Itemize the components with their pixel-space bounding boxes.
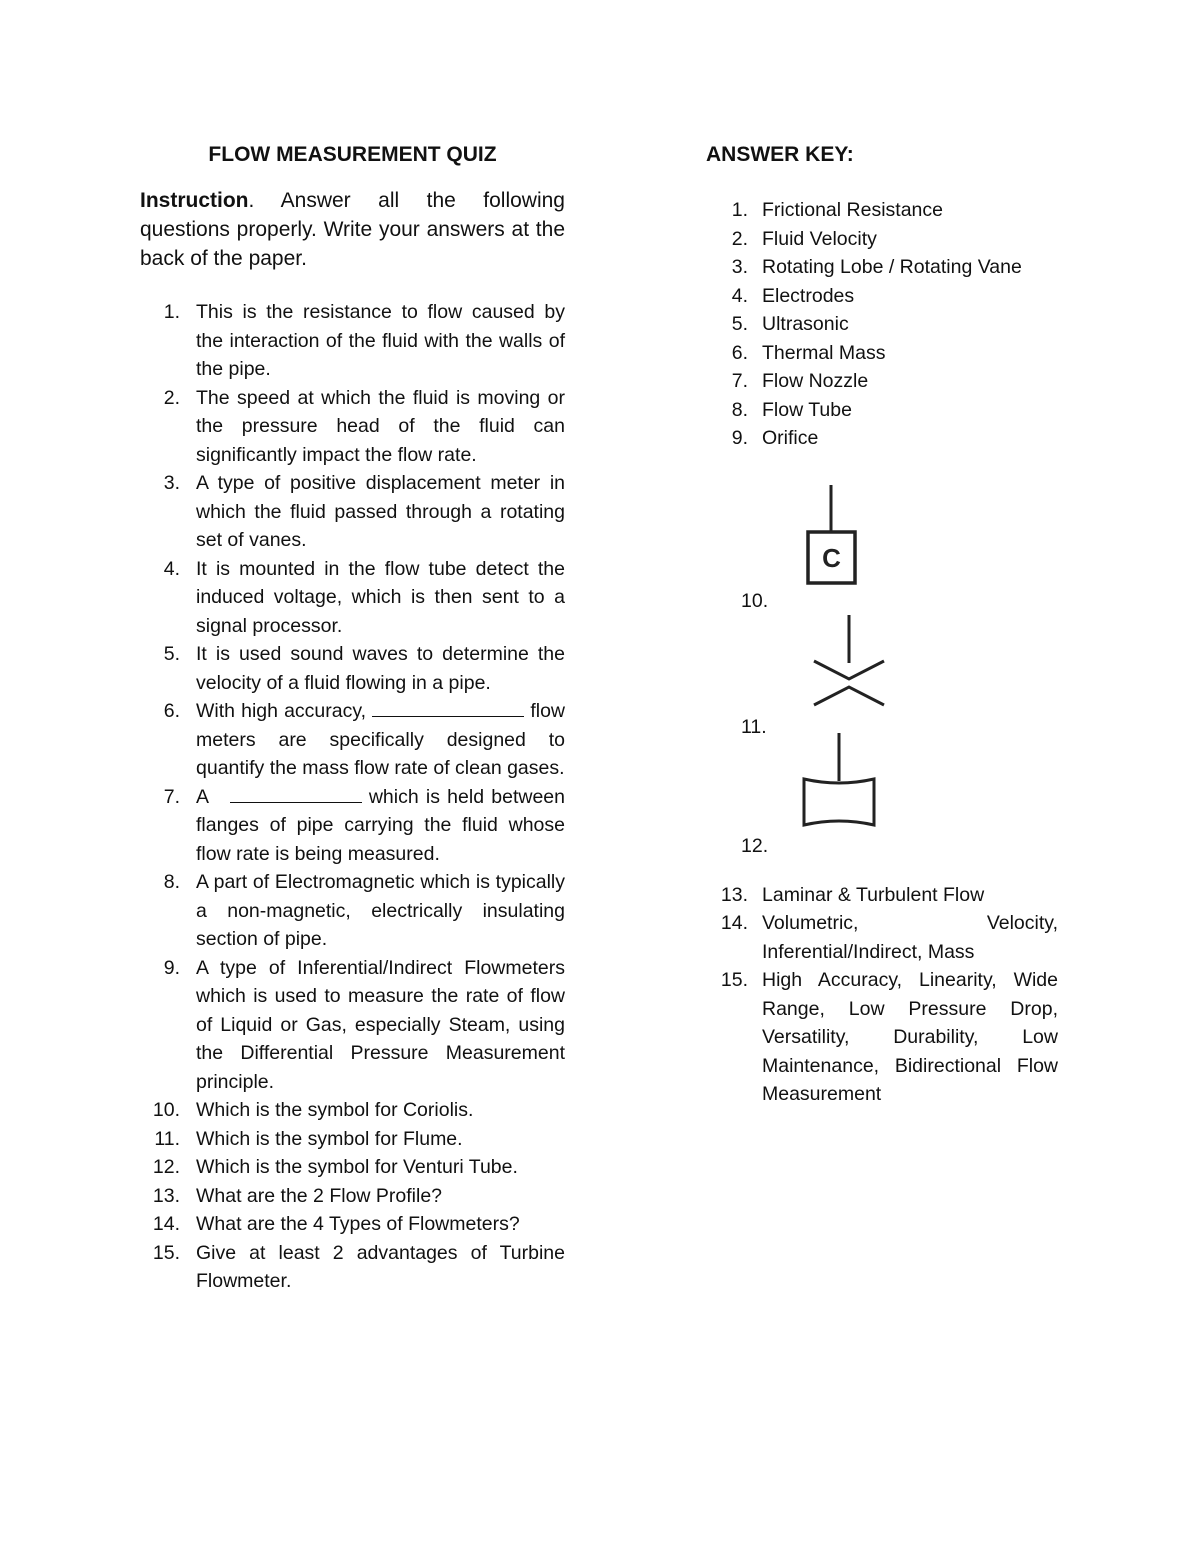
- answer-text: Flow Nozzle: [762, 370, 869, 392]
- answer-text: Electrodes: [762, 284, 855, 307]
- question-number: 10.: [152, 1099, 180, 1121]
- answer-key-title: ANSWER KEY:: [706, 143, 854, 166]
- question-number: 11.: [154, 1127, 180, 1150]
- question-text: What are the 4 Types of Flowmeters?: [196, 1213, 520, 1235]
- answer-item: [692, 966, 1058, 1109]
- question-item: [140, 697, 565, 783]
- answer-number: 13.: [720, 883, 748, 906]
- answer-number: 7.: [731, 370, 748, 392]
- answer-text: Laminar & Turbulent Flow: [762, 883, 985, 906]
- answer-text: Ultrasonic: [762, 313, 849, 335]
- question-number: 9.: [163, 956, 180, 979]
- question-number: 12.: [152, 1156, 180, 1178]
- answer-blank: [372, 698, 524, 717]
- question-text: [196, 697, 565, 783]
- answer-key-column: [706, 141, 1058, 1109]
- answer-item: [692, 909, 1058, 966]
- answer-number: 15.: [720, 969, 748, 991]
- answer-item: [692, 424, 1058, 453]
- quiz-column: [140, 141, 565, 1296]
- question-number: 8.: [163, 871, 180, 893]
- answer-item: [692, 396, 1058, 425]
- question-number: 4.: [163, 557, 180, 580]
- answer-text: Flow Tube: [762, 398, 852, 421]
- instruction-lead: Instruction: [140, 189, 249, 212]
- question-number: 14.: [152, 1213, 180, 1235]
- answer-item: [692, 225, 1058, 254]
- answer-item: [692, 196, 1058, 225]
- question-text-before: A: [196, 785, 208, 808]
- question-number: 15.: [152, 1241, 180, 1264]
- answer-text: Volumetric, Velocity, Inferential/Indirect, Mass: [762, 912, 1058, 963]
- answer-item: [692, 282, 1058, 311]
- question-item: [140, 1239, 565, 1296]
- answer-text: Thermal Mass: [762, 341, 886, 364]
- question-number: 13.: [152, 1184, 180, 1207]
- question-item: [140, 1210, 565, 1239]
- question-text: The speed at which the fluid is moving or the pressure head of the fluid can significantly impact the flow rate.: [196, 386, 565, 466]
- question-number: 6.: [163, 700, 180, 722]
- question-item: [140, 1125, 565, 1154]
- question-item: [140, 783, 565, 869]
- question-text: What are the 2 Flow Profile?: [196, 1184, 443, 1207]
- answer-number: 11.: [741, 715, 767, 738]
- answer-number: 8.: [731, 398, 748, 421]
- question-item: [140, 298, 565, 384]
- answer-number: 4.: [731, 284, 748, 307]
- answer-number: 12.: [741, 834, 769, 857]
- answer-number: 5.: [731, 313, 748, 335]
- question-item: [140, 469, 565, 555]
- question-item: [140, 555, 565, 641]
- answer-item: [692, 310, 1058, 339]
- question-number: 3.: [163, 472, 180, 494]
- answer-blank: [230, 784, 362, 803]
- answer-list: [692, 196, 1058, 453]
- question-item: [140, 1153, 565, 1182]
- question-text: A part of Electromagnetic which is typically a non-magnetic, electrically insulating section of pipe.: [196, 871, 565, 950]
- question-text: Which is the symbol for Coriolis.: [196, 1099, 474, 1121]
- question-item: [140, 1182, 565, 1211]
- answer-text: Rotating Lobe / Rotating Vane: [762, 256, 1022, 278]
- question-text: A type of positive displacement meter in which the fluid passed through a rotating set of vanes.: [196, 472, 565, 551]
- answer-list-tail: [692, 881, 1058, 1109]
- question-number: 7.: [163, 785, 180, 808]
- answer-text: Orifice: [762, 427, 819, 449]
- answer-number: 2.: [731, 227, 748, 250]
- answer-text: Frictional Resistance: [762, 199, 943, 221]
- question-text-after: flow meters are specifically designed to quantify the mass flow rate of clean gases.: [196, 700, 565, 779]
- flume-symbol: [804, 613, 894, 713]
- answer-number: 9.: [731, 427, 748, 449]
- instruction-text: . Answer all the following questions properly. Write your answers at the back of the paper.: [140, 189, 565, 270]
- question-number: 1.: [163, 301, 180, 323]
- question-number: 2.: [163, 386, 180, 409]
- question-text: [196, 783, 565, 869]
- question-list: [140, 298, 565, 1296]
- answer-item: [692, 881, 1058, 910]
- question-text: Give at least 2 advantages of Turbine Flowmeter.: [196, 1241, 565, 1292]
- answer-text: Fluid Velocity: [762, 227, 877, 250]
- answer-number: 14.: [720, 912, 748, 934]
- question-item: [140, 640, 565, 697]
- answer-number: 3.: [731, 256, 748, 278]
- answer-number: 6.: [731, 341, 748, 364]
- question-item: [140, 868, 565, 954]
- venturi-tube-symbol: [798, 731, 878, 831]
- question-text: Which is the symbol for Venturi Tube.: [196, 1156, 518, 1178]
- question-text: Which is the symbol for Flume.: [196, 1127, 463, 1150]
- instruction: [140, 186, 565, 273]
- question-text: It is used sound waves to determine the velocity of a fluid flowing in a pipe.: [196, 643, 565, 694]
- question-text: It is mounted in the flow tube detect the induced voltage, which is then sent to a signal processor.: [196, 557, 565, 637]
- question-item: [140, 1096, 565, 1125]
- symbol-answers: [706, 453, 1058, 883]
- question-number: 5.: [163, 643, 180, 665]
- question-text-after: which is held between flanges of pipe carrying the fluid whose flow rate is being measured.: [196, 785, 565, 865]
- question-text: This is the resistance to flow caused by the interaction of the fluid with the walls of the pipe.: [196, 301, 565, 380]
- question-item: [140, 954, 565, 1097]
- answer-item: [692, 339, 1058, 368]
- question-text: A type of Inferential/Indirect Flowmeters which is used to measure the rate of flow of Liquid or Gas, especially Steam, using the Differential Pressure Measurement principle.: [196, 956, 565, 1093]
- quiz-title: FLOW MEASUREMENT QUIZ: [208, 143, 497, 166]
- coriolis-symbol-letter: C: [822, 542, 841, 573]
- question-text-before: With high accuracy,: [196, 700, 367, 722]
- answer-text: High Accuracy, Linearity, Wide Range, Low Pressure Drop, Versatility, Durability, Low Maintenance, Bidirectional Flow Measurement: [762, 969, 1058, 1105]
- answer-number: 1.: [731, 199, 748, 221]
- coriolis-symbol: [796, 483, 866, 593]
- question-item: [140, 384, 565, 470]
- answer-item: [692, 367, 1058, 396]
- answer-number: 10.: [741, 589, 769, 612]
- answer-item: [692, 253, 1058, 282]
